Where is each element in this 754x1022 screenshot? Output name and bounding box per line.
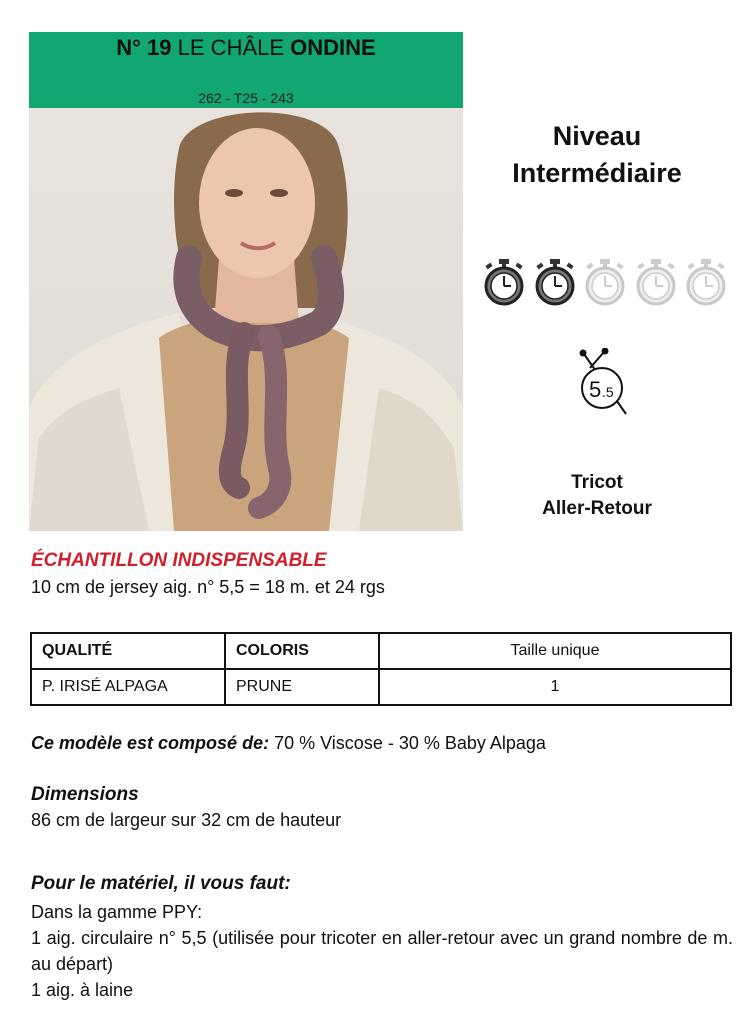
stopwatch-icon: [482, 258, 526, 306]
stopwatch-icon: [634, 258, 678, 306]
materials-heading: Pour le matériel, il vous faut:: [31, 873, 291, 894]
gauge-heading: ÉCHANTILLON INDISPENSABLE: [31, 550, 327, 571]
level-line-1: Niveau: [552, 121, 642, 151]
header-size: Taille unique: [379, 633, 731, 669]
table-row: [31, 669, 731, 705]
stopwatch-icon: [583, 258, 627, 306]
composition-label: Ce modèle est composé de:: [31, 733, 270, 753]
composition: [31, 733, 546, 754]
pattern-header-band: [29, 32, 463, 108]
knitting-method-line-1: Tricot: [571, 472, 623, 493]
header-quality: QUALITÉ: [31, 633, 225, 669]
model-illustration: [29, 108, 463, 531]
composition-value: 70 % Viscose - 30 % Baby Alpaga: [274, 733, 546, 753]
cell-quality: P. IRISÉ ALPAGA: [31, 669, 225, 705]
pattern-number: N° 19: [116, 35, 172, 60]
cell-quantity: 1: [379, 669, 731, 705]
knitting-method-line-2: Aller-Retour: [542, 498, 652, 519]
table-header-row: [31, 633, 731, 669]
gauge-text: 10 cm de jersey aig. n° 5,5 = 18 m. et 24 rgs: [31, 577, 385, 597]
cell-color: PRUNE: [225, 669, 379, 705]
yarn-table: [30, 632, 732, 706]
materials-line: 1 aig. à laine: [31, 980, 134, 1000]
stopwatch-icon: [533, 258, 577, 306]
materials-line: Dans la gamme PPY:: [31, 902, 203, 922]
pattern-title: [29, 35, 463, 61]
model-photo: [29, 108, 463, 531]
pattern-title-plain: LE CHÂLE: [177, 35, 285, 60]
pattern-reference: 262 - T25 - 243: [198, 90, 294, 106]
materials-line: 1 aig. circulaire n° 5,5 (utilisée pour tricoter en aller-retour avec un grand nombre de m. au départ): [31, 928, 733, 974]
stopwatch-icon: [684, 258, 728, 306]
level-line-2: Intermédiaire: [512, 158, 682, 188]
difficulty-rating: [482, 258, 728, 308]
level-title: [470, 118, 724, 192]
needle-size-minor: .5: [602, 384, 614, 400]
pattern-title-bold: ONDINE: [290, 35, 376, 60]
dimensions-heading: Dimensions: [31, 784, 139, 805]
needle-size-major: 5: [589, 377, 602, 402]
knitting-needle-icon: [570, 348, 634, 422]
header-color: COLORIS: [225, 633, 379, 669]
knitting-method: [470, 470, 724, 522]
dimensions-text: 86 cm de largeur sur 32 cm de hauteur: [31, 810, 342, 830]
materials-list: [31, 899, 733, 1003]
